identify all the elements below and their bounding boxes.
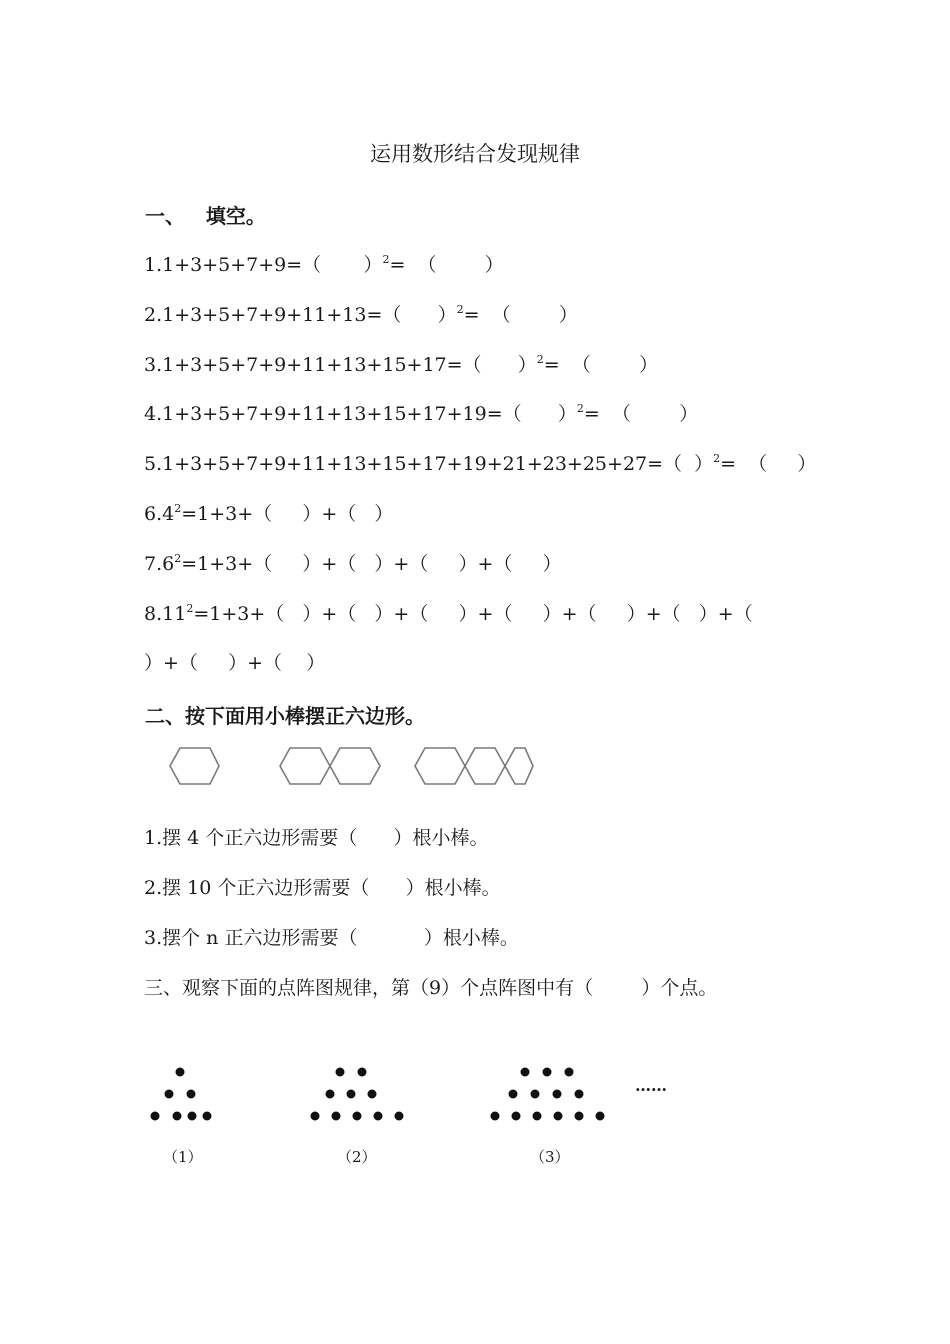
question-1-7: $7.6^2=1+3+$（ ）+（ ）+（ ）+（ ） [144,552,562,575]
dot [165,1090,174,1099]
dot [553,1090,562,1099]
question-1-4: 4.1+3+5+7+9+11+13+15+17+19=（ ）$^2$= （ ） [144,402,699,425]
question-2-2: 2.摆 10 个正六边形需要（ ）根小棒。 [144,877,501,899]
dot [533,1112,542,1121]
dot [353,1112,362,1121]
dot [512,1112,521,1121]
hexagon-figures [160,736,560,800]
dot [543,1068,552,1077]
dot [531,1090,540,1099]
dot [491,1112,500,1121]
dot [521,1068,530,1077]
dot [151,1112,160,1121]
dot [187,1090,196,1099]
dot [176,1068,185,1077]
question-1-2: 2.1+3+5+7+9+11+13=（ ）$^2$= （ ） [144,303,578,326]
dot [554,1112,563,1121]
pattern-label-3: （3） [530,1148,570,1166]
question-1-1: 1.1+3+5+7+9=（ ）$^2$= （ ） [144,253,504,276]
question-2-3: 3.摆个 n 正六边形需要（ ）根小棒。 [144,927,519,949]
dot [173,1112,182,1121]
dot [336,1068,345,1077]
hexagon-3c [505,748,533,784]
hexagon-3a [415,748,465,784]
dot [311,1112,320,1121]
question-1-6: $6.4^2=1+3+$（ ）+（ ） [144,502,394,525]
question-1-8: $8.11^2=1+3+$（ ）+（ ）+（ ）+（ ）+（ ）+（ ）+（ [144,602,753,625]
dot [326,1090,335,1099]
pattern-label-1: （1） [163,1148,203,1166]
ellipsis: …… [635,1076,667,1095]
dot [374,1112,383,1121]
hexagon-2a [280,748,330,784]
dot [575,1112,584,1121]
dot [509,1090,518,1099]
dot [332,1112,341,1121]
dot [347,1090,356,1099]
hexagon-1 [170,748,219,784]
dot [188,1112,197,1121]
dot [596,1112,605,1121]
hexagon-2b [330,748,380,784]
dot-patterns [140,1060,700,1130]
pattern-label-2: （2） [337,1148,377,1166]
section3-question: 三、观察下面的点阵图规律，第（9）个点阵图中有（ ）个点。 [144,977,718,999]
hexagon-3b [465,748,505,784]
page-title: 运用数形结合发现规律 [370,142,580,166]
question-1-3: 3.1+3+5+7+9+11+13+15+17=（ ）$^2$= （ ） [144,353,659,376]
dot [358,1068,367,1077]
question-1-8-continued: ）+（ ）+（ ） [144,652,326,674]
question-2-1: 1.摆 4 个正六边形需要（ ）根小棒。 [144,827,489,849]
question-1-5: 5.1+3+5+7+9+11+13+15+17+19+21+23+25+27=（ ）$^2$= （ ） [144,452,817,475]
dot [575,1090,584,1099]
section2-heading: 二、按下面用小棒摆正六边形。 [145,704,425,728]
dot [565,1068,574,1077]
dot [395,1112,404,1121]
dot [203,1112,212,1121]
section1-heading: 一、 填空。 [145,204,266,228]
dot [368,1090,377,1099]
